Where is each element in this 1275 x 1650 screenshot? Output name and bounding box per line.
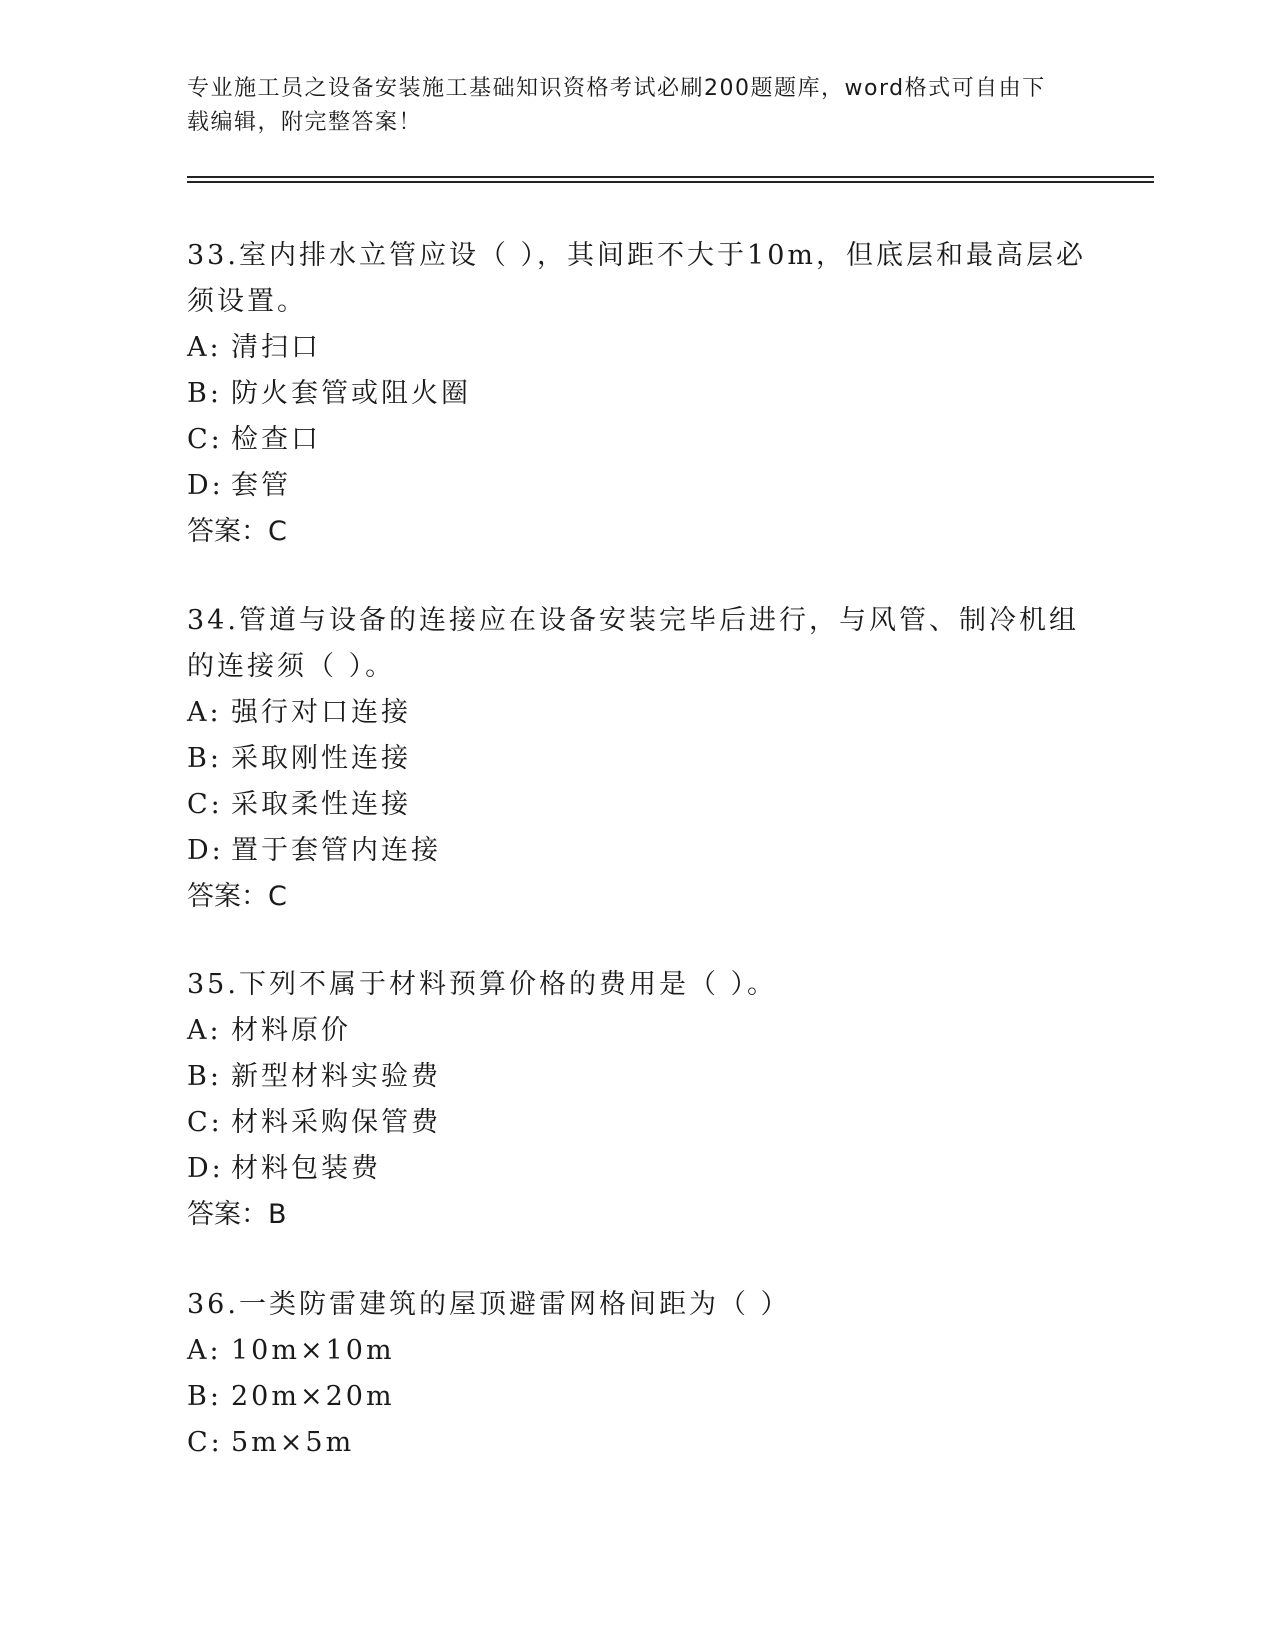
option-text: 检查口 xyxy=(231,424,321,455)
header-divider-bottom xyxy=(187,181,1154,183)
option-key: D: xyxy=(187,835,224,866)
option-text: 采取刚性连接 xyxy=(231,743,411,774)
option-key: D: xyxy=(187,1153,224,1184)
option-text: 20m×20m xyxy=(231,1381,395,1412)
option-text: 置于套管内连接 xyxy=(231,835,441,866)
option-b xyxy=(187,1374,1087,1420)
question-35 xyxy=(187,962,1087,1238)
option-b xyxy=(187,736,1087,782)
option-key: B: xyxy=(187,378,222,409)
document-header: 专业施工员之设备安装施工基础知识资格考试必刷200题题库，word格式可自由下载编辑，附完整答案！ xyxy=(187,76,1046,135)
option-key: D: xyxy=(187,470,224,501)
question-34 xyxy=(187,598,1087,920)
option-d xyxy=(187,1146,1087,1192)
question-33 xyxy=(187,233,1087,555)
option-c xyxy=(187,1100,1087,1146)
option-text: 采取柔性连接 xyxy=(231,789,411,820)
question-stem: 36.一类防雷建筑的屋顶避雷网格间距为（ ） xyxy=(187,1289,791,1320)
option-key: B: xyxy=(187,743,222,774)
option-key: C: xyxy=(187,1427,223,1458)
option-d xyxy=(187,463,1087,509)
option-key: A: xyxy=(187,1335,222,1366)
option-a xyxy=(187,1328,1087,1374)
question-36 xyxy=(187,1282,1087,1466)
option-a xyxy=(187,325,1087,371)
option-a xyxy=(187,1008,1087,1054)
option-key: C: xyxy=(187,424,223,455)
question-stem: 35.下列不属于材料预算价格的费用是（ ）。 xyxy=(187,969,778,1000)
option-b xyxy=(187,1054,1087,1100)
option-text: 清扫口 xyxy=(231,332,321,363)
question-stem: 33.室内排水立管应设（ ），其间距不大于10m，但底层和最高层必须设置。 xyxy=(187,240,1086,317)
option-key: A: xyxy=(187,1015,222,1046)
option-a xyxy=(187,690,1087,736)
answer: 答案：C xyxy=(187,881,287,912)
option-key: A: xyxy=(187,332,222,363)
option-text: 防火套管或阻火圈 xyxy=(231,378,471,409)
option-text: 材料包装费 xyxy=(231,1153,381,1184)
option-key: B: xyxy=(187,1061,222,1092)
option-d xyxy=(187,828,1087,874)
option-c xyxy=(187,782,1087,828)
option-key: B: xyxy=(187,1381,222,1412)
option-key: C: xyxy=(187,1107,223,1138)
option-text: 材料原价 xyxy=(231,1015,351,1046)
option-c xyxy=(187,1420,1087,1466)
option-b xyxy=(187,371,1087,417)
answer: 答案：B xyxy=(187,1199,287,1230)
option-text: 强行对口连接 xyxy=(231,697,411,728)
header-divider-top xyxy=(187,176,1154,178)
question-stem: 34.管道与设备的连接应在设备安装完毕后进行，与风管、制冷机组的连接须（ ）。 xyxy=(187,605,1079,682)
option-key: C: xyxy=(187,789,223,820)
option-text: 5m×5m xyxy=(231,1427,355,1458)
option-key: A: xyxy=(187,697,222,728)
answer: 答案：C xyxy=(187,516,287,547)
option-text: 新型材料实验费 xyxy=(231,1061,441,1092)
option-c xyxy=(187,417,1087,463)
option-text: 套管 xyxy=(231,470,291,501)
option-text: 材料采购保管费 xyxy=(231,1107,441,1138)
option-text: 10m×10m xyxy=(231,1335,395,1366)
